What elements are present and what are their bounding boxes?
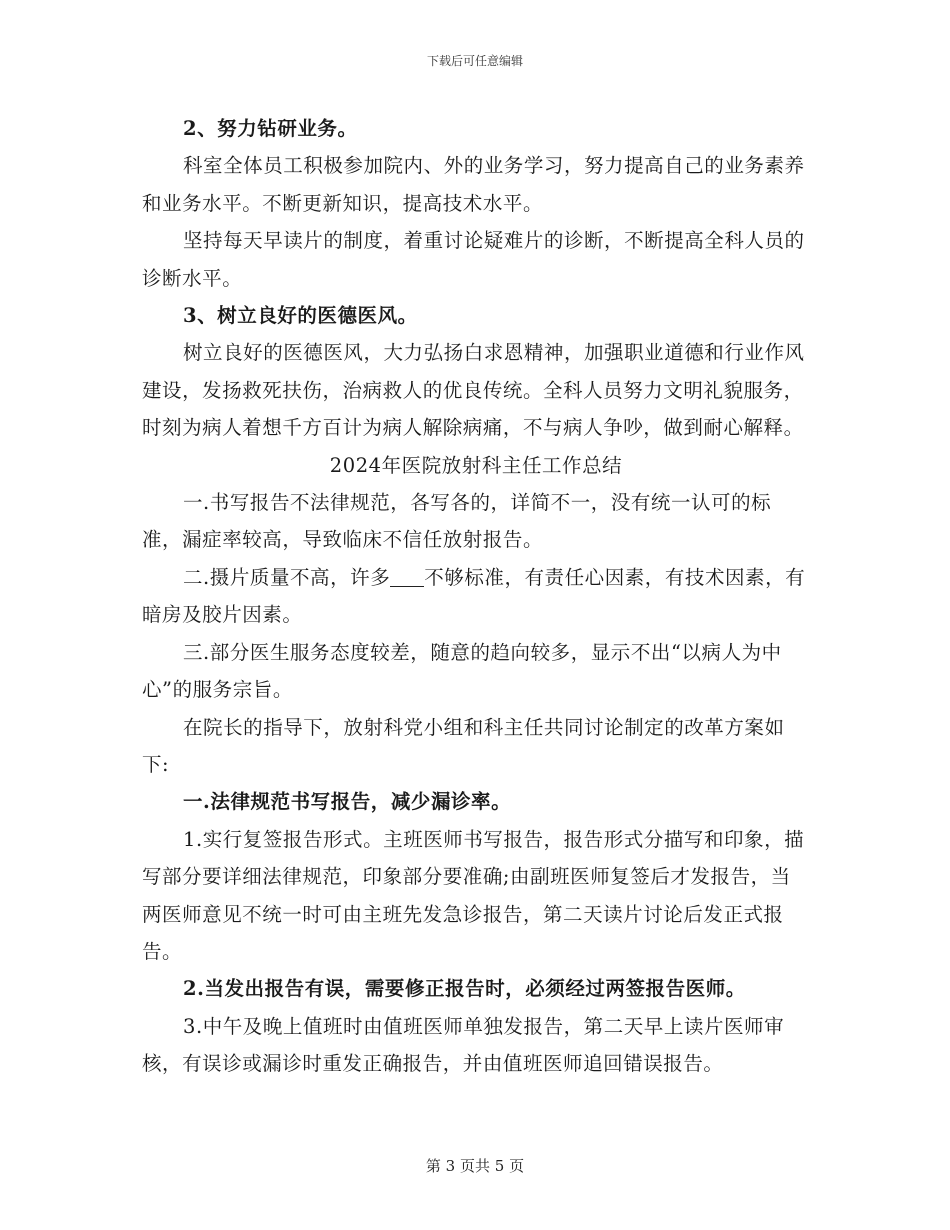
section-heading-3: 3、树立良好的医德医风。	[183, 304, 418, 328]
document-title: 2024年医院放射科主任工作总结	[329, 453, 623, 477]
page-footer: 第 3 页共 5 页	[425, 1157, 525, 1175]
problem-2-end: 不够标准，有责任心因素，有技术因素，有暗房及胶片因素。	[142, 565, 806, 627]
blank-underline	[390, 566, 424, 587]
plan-heading-1: 一.法律规范书写报告，减少漏诊率。	[183, 790, 512, 814]
plan-item-3: 3.中午及晚上值班时由值班医师单独发报告，第二天早上读片医师审核，有误诊或漏诊时重发正确报告，并由值班医师追回错误报告。	[142, 1014, 785, 1076]
problem-2	[142, 559, 810, 634]
plan-intro: 在院长的指导下，放射科党小组和科主任共同讨论制定的改革方案如下:	[142, 715, 785, 776]
plan-item-1: 1.实行复签报告形式。主班医师书写报告，报告形式分描写和印象，描写部分要详细法律规范，印象部分要准确;由副班医师复签后才发报告，当两医师意见不统一时可由主班先发急诊报告，第二天读片讨论后发正式报告。	[142, 827, 805, 963]
page-header: 下载后可任意编辑	[426, 54, 523, 68]
paragraph: 坚持每天早读片的制度，着重讨论疑难片的诊断，不断提高全科人员的诊断水平。	[142, 229, 805, 290]
problem-2-start: 二.摄片质量不高，许多	[183, 565, 391, 589]
problem-1: 一.书写报告不法律规范，各写各的，详简不一，没有统一认可的标准，漏症率较高，导致临床不信任放射报告。	[142, 491, 772, 552]
paragraph: 科室全体员工积极参加院内、外的业务学习，努力提高自己的业务素养和业务水平。不断更新知识，提高技术水平。	[142, 154, 805, 215]
section-heading-2: 2、努力钻研业务。	[183, 117, 358, 140]
paragraph: 树立良好的医德医风，大力弘扬白求恩精神，加强职业道德和行业作风建设，发扬救死扶伤，治病救人的优良传统。全科人员努力文明礼貌服务，时刻为病人着想千方百计为病人解除病痛，不与病人争吵，做到耐心解释。	[142, 341, 805, 440]
document-body	[142, 110, 810, 1083]
plan-item-2: 2.当发出报告有误，需要修正报告时，必须经过两签报告医师。	[183, 977, 746, 1001]
problem-3: 三.部分医生服务态度较差，随意的趋向较多，显示不出“以病人为中心”的服务宗旨。	[142, 640, 782, 702]
